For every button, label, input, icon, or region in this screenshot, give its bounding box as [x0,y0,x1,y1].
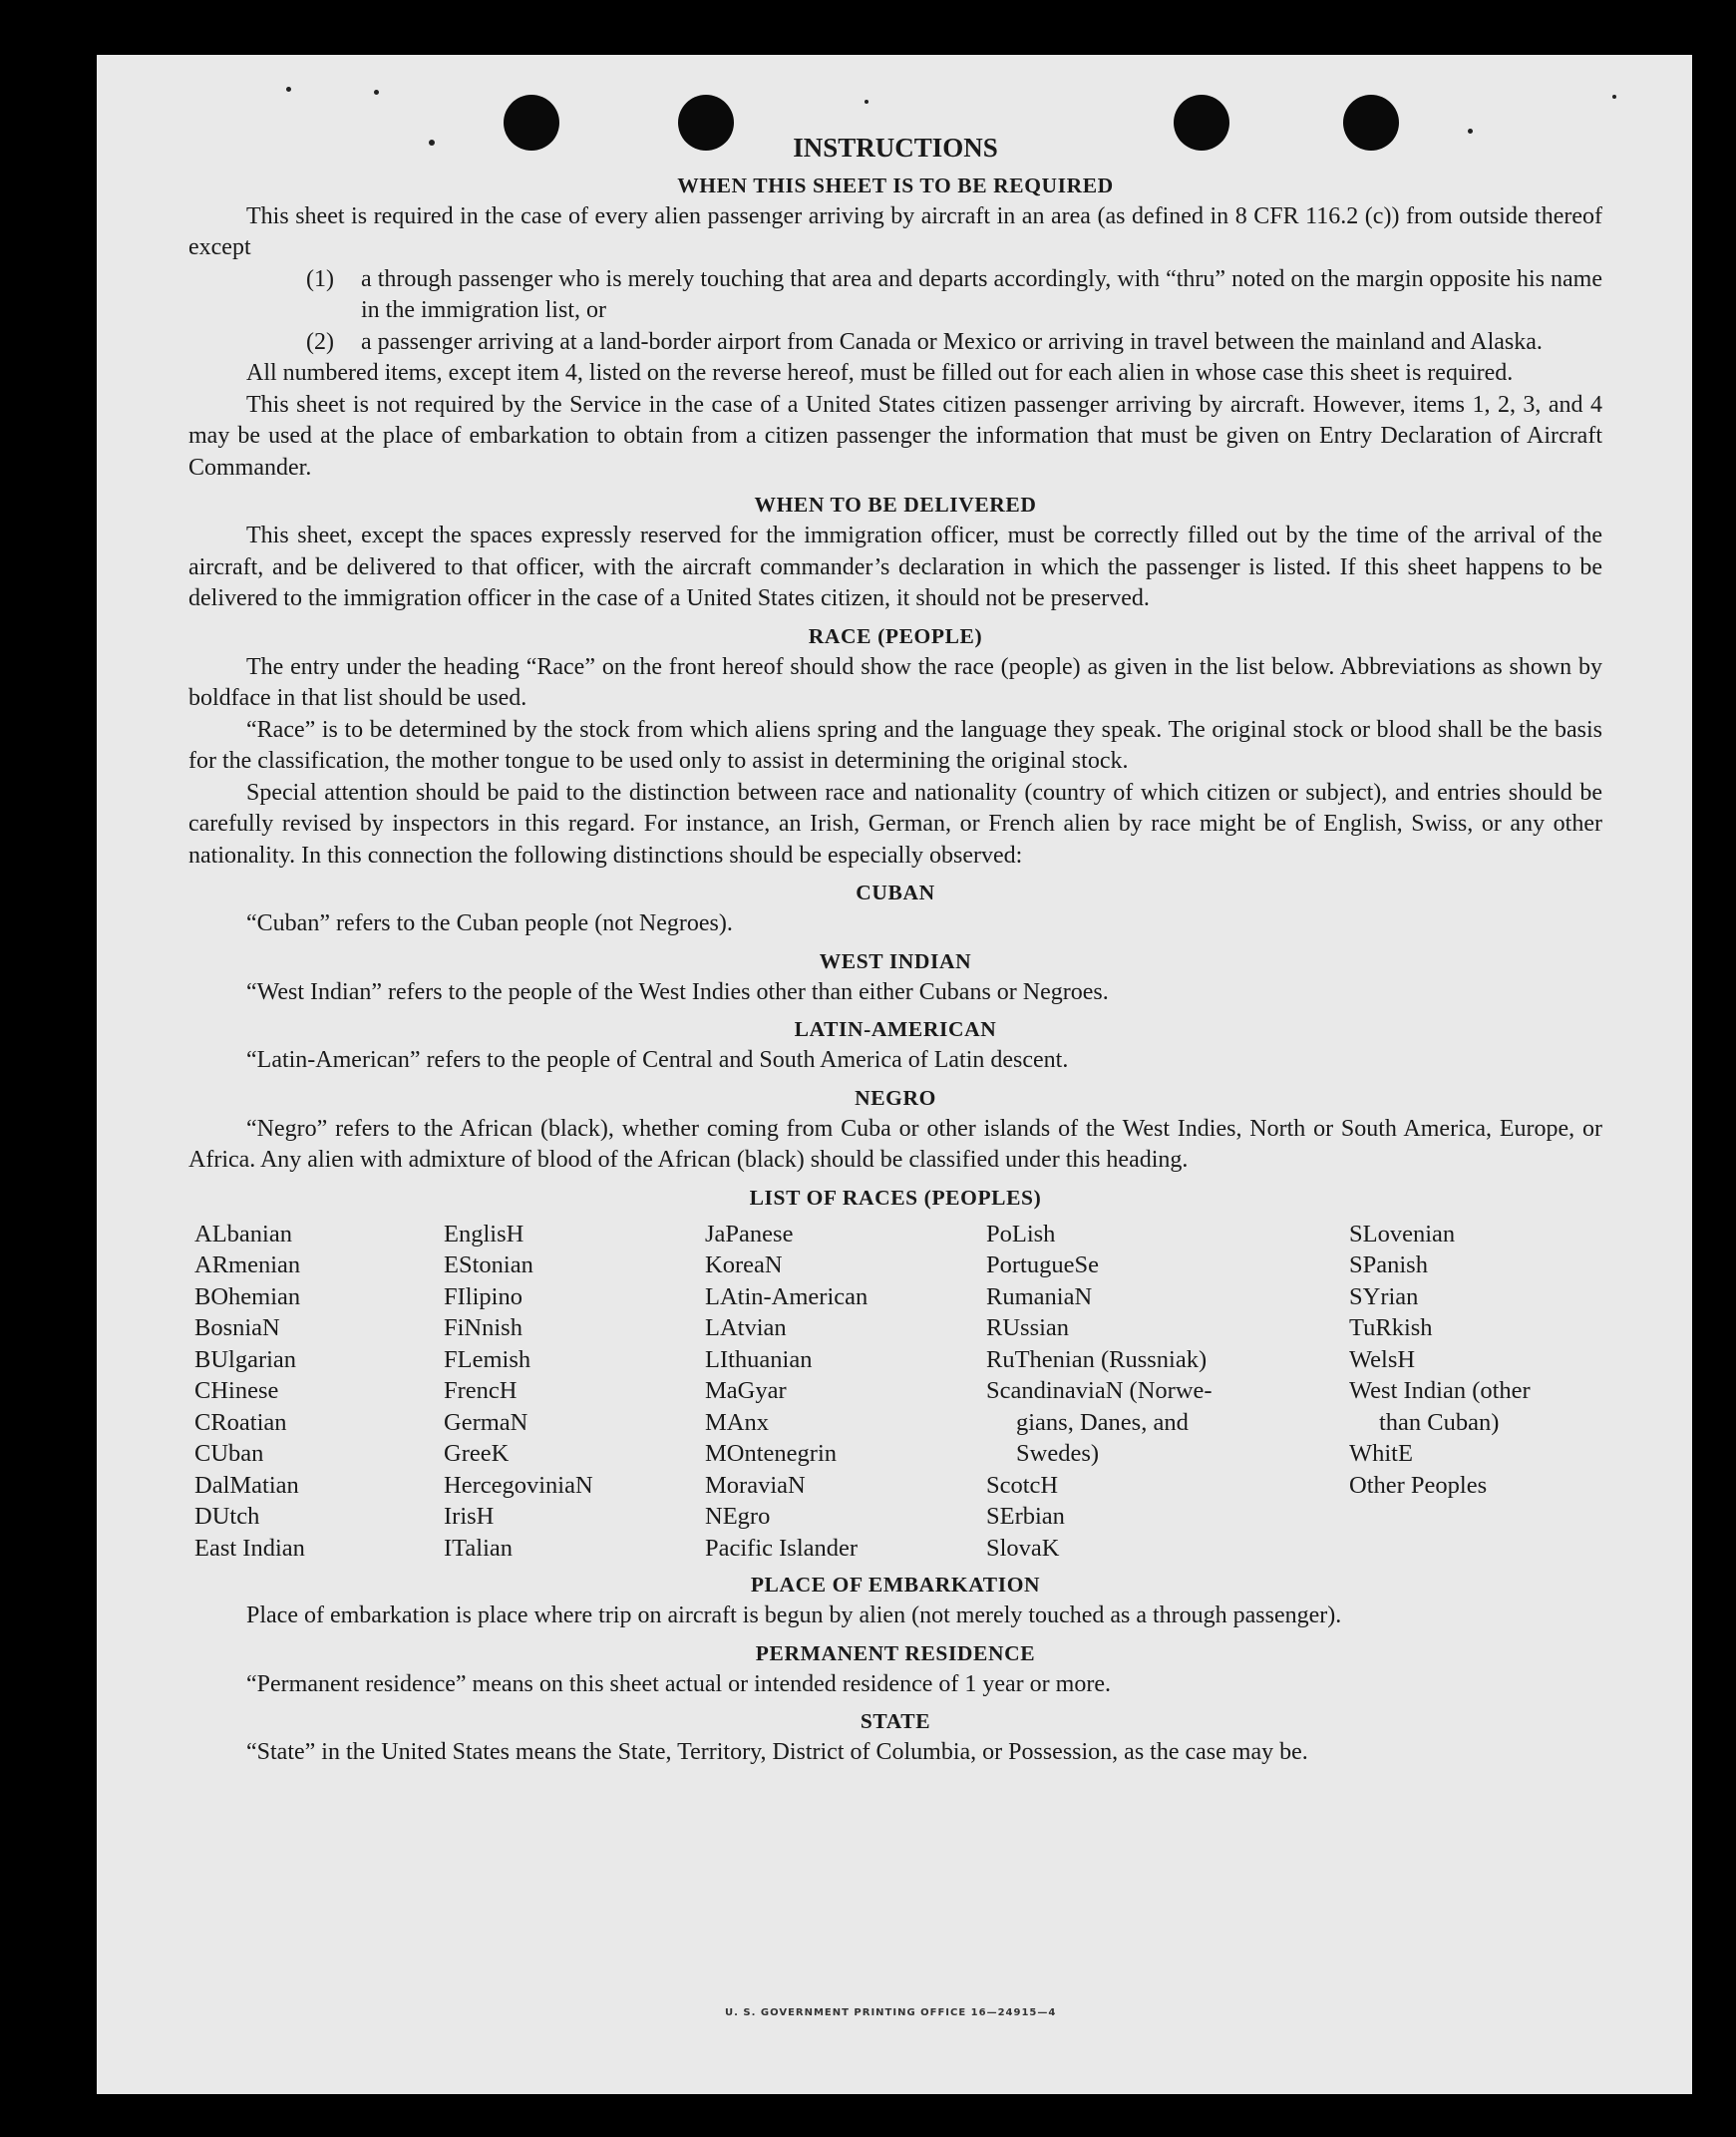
races-column [1349,1219,1598,1565]
section-heading: WHEN TO BE DELIVERED [754,493,1037,517]
race-entry: PoLish [986,1220,1056,1247]
race-entry: SlovaK [986,1534,1060,1562]
race-entry: JaPanese [705,1220,794,1247]
race-entry: FiNnish [444,1314,522,1341]
race-entry: Other Peoples [1349,1471,1488,1499]
paragraph: “Latin-American” refers to the people of Central and South America of Latin descent. [246,1047,1069,1073]
race-entry: TuRkish [1349,1314,1433,1341]
item-text: a passenger arriving at a land-border airport from Canada or Mexico or arriving in travel between the mainland and Alaska. [361,328,1543,355]
item-number: (1) [306,265,334,292]
race-entry: FLemish [444,1345,531,1373]
race-entry: WelsH [1349,1345,1416,1373]
races-column [194,1219,444,1565]
paragraph: All numbered items, except item 4, listed on the reverse hereof, must be filled out for each alien in whose case this sheet is required. [246,360,1514,386]
document-page [97,55,1692,2094]
race-entry: Pacific Islander [705,1534,859,1562]
item-text: a through passenger who is merely touching that area and departs accordingly, with “thru” noted on the margin opposite his name in the immigration list, or [361,265,1602,323]
race-entry: EStonian [444,1251,533,1278]
race-entry: HercegoviniaN [444,1471,593,1499]
race-entry: West Indian (other [1349,1377,1531,1404]
race-entry: CUban [194,1440,264,1467]
race-entry: PortugueSe [986,1251,1099,1278]
race-entry: MAnx [705,1408,769,1436]
section-heading: WEST INDIAN [819,948,972,973]
race-entry: ALbanian [194,1220,292,1247]
race-entry: CRoatian [194,1408,287,1436]
section-heading: PLACE OF EMBARKATION [750,1573,1041,1597]
instructions-body [188,133,1602,1769]
speck [286,87,291,92]
race-entry: Swedes) [1016,1440,1100,1467]
section-heading: LATIN-AMERICAN [794,1017,997,1041]
race-entry: LIthuanian [705,1345,813,1373]
race-entry: BUlgarian [194,1345,297,1373]
race-entry: SLovenian [1349,1220,1456,1247]
race-entry: SYrian [1349,1282,1419,1310]
section-heading: RACE (PEOPLE) [808,623,983,648]
race-entry: gians, Danes, and [1016,1408,1189,1436]
race-entry: East Indian [194,1534,305,1562]
race-entry: RUssian [986,1314,1070,1341]
race-entry: KoreaN [705,1251,783,1278]
race-entry: DalMatian [194,1471,299,1499]
race-entry: RumaniaN [986,1282,1093,1310]
race-entry: BosniaN [194,1314,280,1341]
section-heading: STATE [860,1709,931,1733]
race-entry: EnglisH [444,1220,524,1247]
section-heading: WHEN THIS SHEET IS TO BE REQUIRED [677,173,1114,197]
paragraph: “Race” is to be determined by the stock from which aliens spring and the language they speak. The original stock or blood shall be the basis for the classification, the mother tongue to be used only to assist in determining the original stock. [188,716,1602,774]
race-entry: SErbian [986,1503,1065,1530]
section-heading: LIST OF RACES (PEOPLES) [749,1185,1042,1210]
race-entry: RuThenian (Russniak) [986,1345,1208,1373]
paragraph: Place of embarkation is place where trip on aircraft is begun by alien (not merely touched as a through passenger). [246,1603,1342,1628]
paragraph: “Negro” refers to the African (black), whether coming from Cuba or other islands of the West Indies, North or South America, Europe, or Africa. Any alien with admixture of blood of the African (black) should be classified under this heading. [188,1115,1602,1173]
race-entry: DUtch [194,1503,260,1530]
race-entry: GermaN [444,1408,528,1436]
section-heading: CUBAN [856,881,935,904]
races-column [986,1219,1349,1565]
paragraph: Special attention should be paid to the distinction between race and nationality (country of which citizen or subject), and entries should be carefully revised by inspectors in this regard. For instance, an Irish, German, or French alien by race might be of English, Swiss, or any other nationality. In this connection the following distinctions should be especially observed: [188,779,1602,869]
race-entry: FrencH [444,1377,518,1404]
printer-footer: U. S. GOVERNMENT PRINTING OFFICE 16—24915—4 [725,2007,1057,2018]
race-entry: ScandinaviaN (Norwe- [986,1377,1213,1404]
race-entry: MaGyar [705,1377,787,1404]
speck [374,90,379,95]
races-column [705,1219,986,1565]
list-item [306,264,1602,327]
race-entry: NEgro [705,1503,771,1530]
race-entry: ITalian [444,1534,514,1562]
speck [865,100,868,104]
paragraph: This sheet is not required by the Service in the case of a United States citizen passenger arriving by aircraft. However, items 1, 2, 3, and 4 may be used at the place of embarkation to obtain from a citizen passenger the information that must be given on Entry Declaration of Aircraft Commander. [188,391,1602,481]
item-number: (2) [306,328,334,355]
race-entry: IrisH [444,1503,495,1530]
race-entry: FIlipino [444,1282,522,1310]
race-entry: MOntenegrin [705,1440,837,1467]
race-entry: WhitE [1349,1440,1413,1467]
paragraph: “Cuban” refers to the Cuban people (not Negroes). [246,910,733,936]
race-entry: CHinese [194,1377,279,1404]
race-entry: GreeK [444,1440,510,1467]
section-heading: PERMANENT RESIDENCE [755,1640,1036,1665]
paragraph: “State” in the United States means the State, Territory, District of Columbia, or Possession, as the case may be. [246,1739,1308,1765]
paragraph: The entry under the heading “Race” on the front hereof should show the race (people) as given in the list below. Abbreviations as shown by boldface in that list should be used. [188,653,1602,711]
races-list [194,1219,1602,1565]
race-entry: ScotcH [986,1471,1059,1499]
paragraph: “West Indian” refers to the people of the West Indies other than either Cubans or Negroes. [246,978,1109,1005]
list-item [306,327,1602,359]
race-entry: than Cuban) [1379,1408,1500,1436]
race-entry: LAtin-American [705,1282,868,1310]
page-title: INSTRUCTIONS [793,133,998,163]
race-entry: BOhemian [194,1282,301,1310]
paragraph: “Permanent residence” means on this sheet actual or intended residence of 1 year or more. [246,1670,1111,1697]
paragraph: This sheet is required in the case of every alien passenger arriving by aircraft in an area (as defined in 8 CFR 116.2 (c)) from outside thereof except [188,202,1602,260]
section-heading: NEGRO [855,1085,936,1110]
race-entry: ARmenian [194,1251,301,1278]
race-entry: MoraviaN [705,1471,806,1499]
speck [1612,95,1616,99]
race-entry: LAtvian [705,1314,787,1341]
paragraph: This sheet, except the spaces expressly reserved for the immigration officer, must be correctly filled out by the time of the arrival of the aircraft, and be delivered to that officer, with the aircraft commander’s declaration in which the passenger is listed. If this sheet happens to be delivered to the immigration officer in the case of a United States citizen, it should not be preserved. [188,523,1602,611]
race-entry: SPanish [1349,1251,1428,1278]
races-column [444,1219,705,1565]
